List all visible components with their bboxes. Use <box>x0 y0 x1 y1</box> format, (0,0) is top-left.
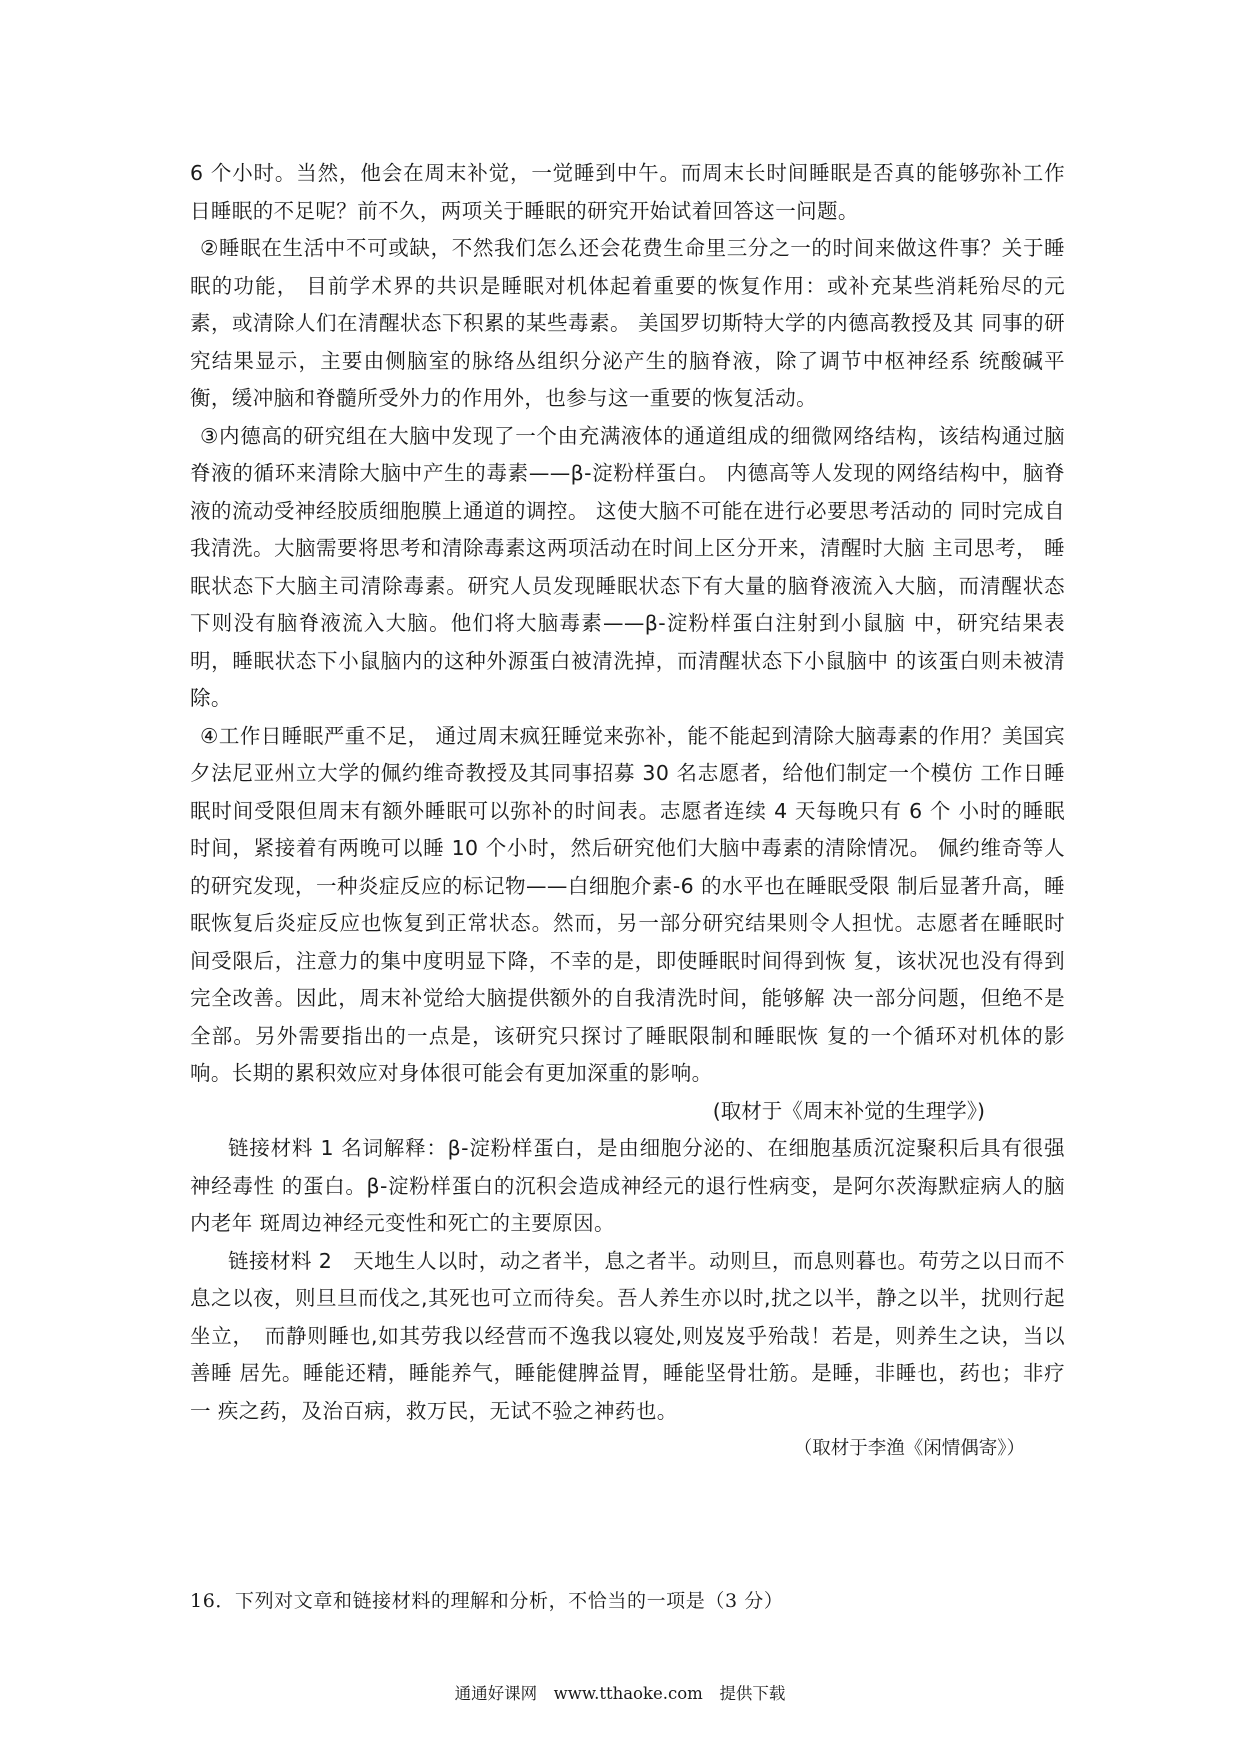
link-source: （取材于李渔《闲情偶寄》） <box>793 1438 1025 1459</box>
page-footer: 通通好课网 www.tthaoke.com 提供下载 <box>454 1684 786 1703</box>
question-16: 16．下列对文章和链接材料的理解和分析，不恰当的一项是（3 分） <box>190 1590 784 1612</box>
paragraph-4: ④工作日睡眠严重不足， 通过周末疯狂睡觉来弥补，能不能起到清除大脑毒素的作用？美国宾夕法尼亚州立大学的佩约维奇教授及其同事招募 30 名志愿者，给他们制定一个模仿 工作日睡眠时间受限但周末有额外睡眠可以弥补的时间表。志愿者连续 4 天每晚只有 6 个 小时的睡眠时间，紧接着有两晚可以睡 10 个小时，然后研究他们大脑中毒素的清除情况。 佩约维奇等人的研究发现，一种炎症反应的标记物——白细胞介素-6 的水平也在睡眠受限 制后显著升高，睡眠恢复后炎症反应也恢复到正常状态。然而，另一部分研究结果则令人担忧。志愿者在睡眠时间受限后，注意力的集中度明显下降，不幸的是，即使睡眠时间得到恢 复，该状况也没有得到完全改善。因此，周末补觉给大脑提供额外的自我清洗时间，能够解 决一部分问题，但绝不是全部。另外需要指出的一点是，该研究只探讨了睡眠限制和睡眠恢 复的一个循环对机体的影响。长期的累积效应对身体很可能会有更加深重的影响。 <box>190 723 1065 1085</box>
article-source: (取材于《周末补觉的生理学》) <box>712 1098 985 1123</box>
link-material-1: 链接材料 1 名词解释：β-淀粉样蛋白，是由细胞分泌的、在细胞基质沉淀聚积后具有很强神经毒性 的蛋白。β-淀粉样蛋白的沉积会造成神经元的退行性病变，是阿尔茨海默症病人的脑内老年 斑周边神经元变性和死亡的主要原因。 <box>190 1136 1065 1235</box>
paragraph-3: ③内德高的研究组在大脑中发现了一个由充满液体的通道组成的细微网络结构，该结构通过脑脊液的循环来清除大脑中产生的毒素——β-淀粉样蛋白。 内德高等人发现的网络结构中，脑脊液的流动受神经胶质细胞膜上通道的调控。 这使大脑不可能在进行必要思考活动的 同时完成自我清洗。大脑需要将思考和清除毒素这两项活动在时间上区分开来，清醒时大脑 主司思考， 睡眠状态下大脑主司清除毒素。研究人员发现睡眠状态下有大量的脑脊液流入大脑，而清醒状态下则没有脑脊液流入大脑。他们将大脑毒素——β-淀粉样蛋白注射到小鼠脑 中，研究结果表明，睡眠状态下小鼠脑内的这种外源蛋白被清洗掉，而清醒状态下小鼠脑中 的该蛋白则未被清除。 <box>190 423 1065 710</box>
link-material-2: 链接材料 2 天地生人以时，动之者半，息之者半。动则旦，而息则暮也。苟劳之以日而不息之以夜，则旦旦而伐之,其死也可立而待矣。吾人养生亦以时,扰之以半，静之以半，扰则行起坐立， 而静则睡也,如其劳我以经营而不逸我以寝处,则岌岌乎殆哉！若是，则养生之诀，当以善睡 居先。睡能还精，睡能养气，睡能健脾益胃，睡能坚骨壮筋。是睡，非睡也，药也；非疗一 疾之药，及治百病，救万民，无试不验之神药也。 <box>190 1248 1065 1423</box>
paragraph-2: ②睡眠在生活中不可或缺，不然我们怎么还会花费生命里三分之一的时间来做这件事？关于睡眠的功能， 目前学术界的共识是睡眠对机体起着重要的恢复作用：或补充某些消耗殆尽的元素，或清除人们在清醒状态下积累的某些毒素。 美国罗切斯特大学的内德高教授及其 同事的研究结果显示，主要由侧脑室的脉络丛组织分泌产生的脑脊液，除了调节中枢神经系 统酸碱平衡，缓冲脑和脊髓所受外力的作用外，也参与这一重要的恢复活动。 <box>190 236 1065 410</box>
article-body <box>190 155 1065 1468</box>
paragraph-1: 6 个小时。当然，他会在周末补觉，一觉睡到中午。而周末长时间睡眠是否真的能够弥补工作日睡眠的不足呢？前不久，两项关于睡眠的研究开始试着回答这一问题。 <box>190 161 1065 223</box>
